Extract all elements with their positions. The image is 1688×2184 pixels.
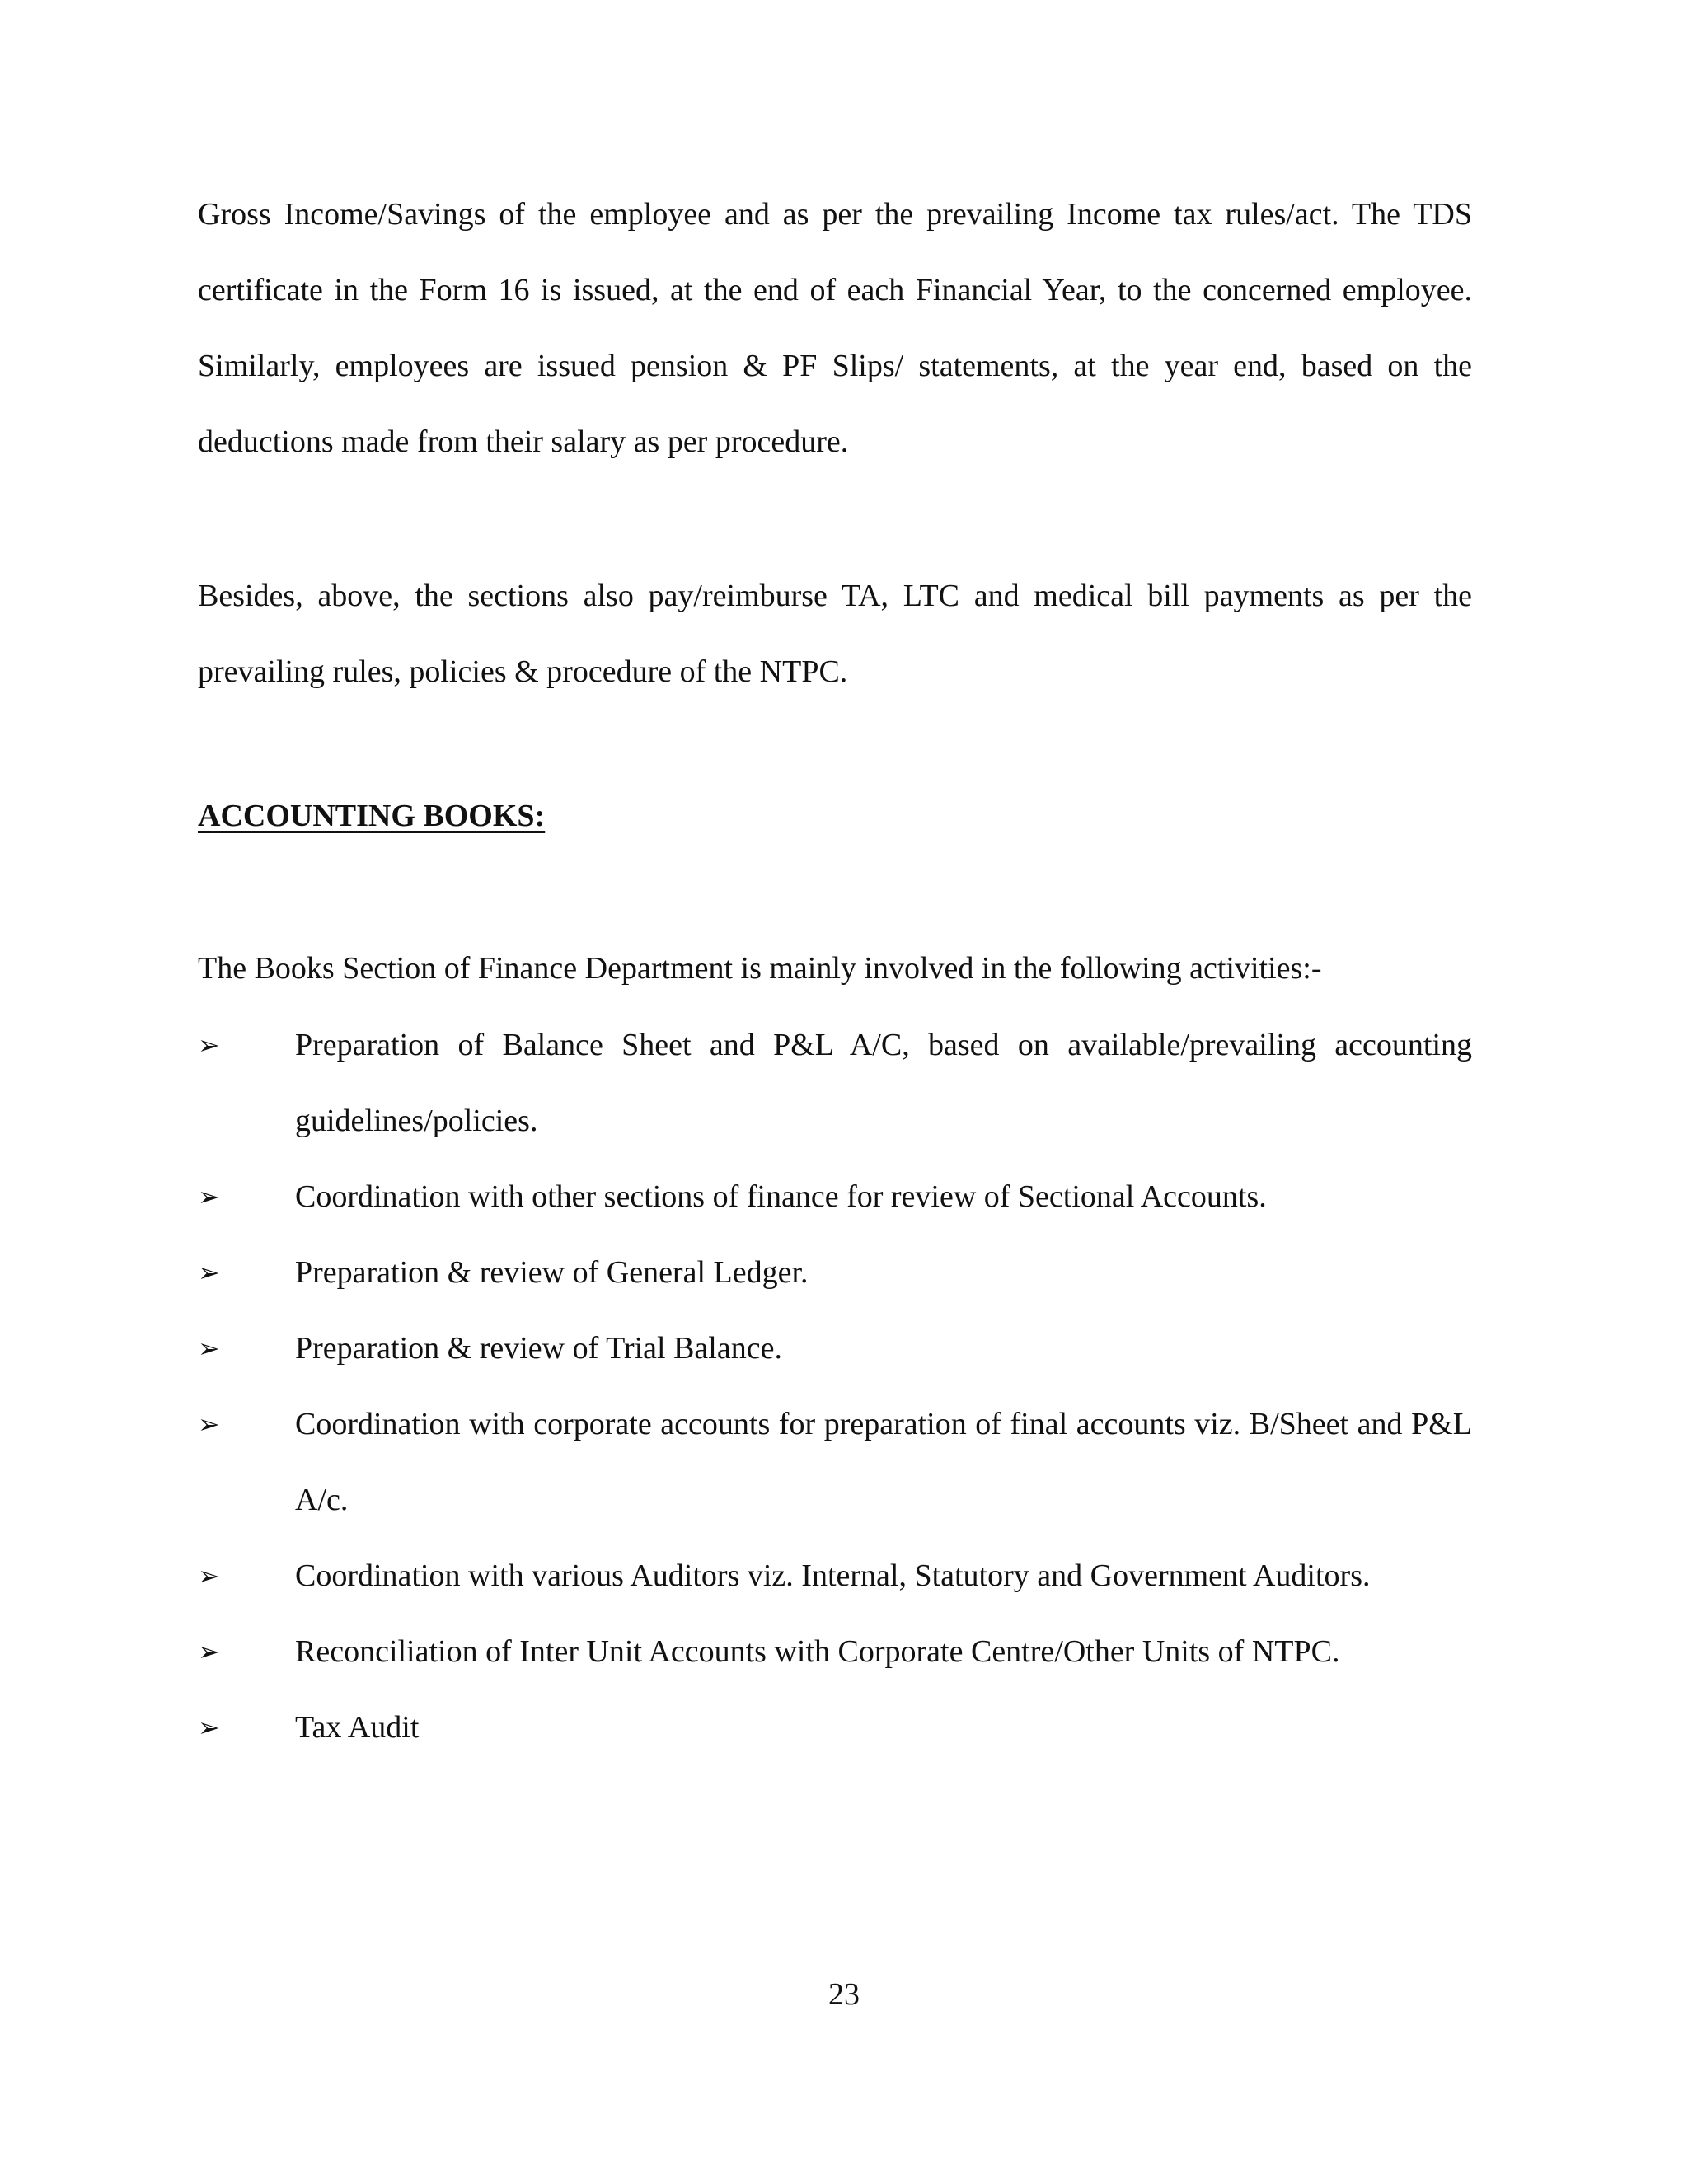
list-item-text: Coordination with corporate accounts for preparation of final accounts viz. B/Sheet and P&L A/c. bbox=[295, 1407, 1472, 1517]
list-item bbox=[198, 1007, 1472, 1159]
section-intro: The Books Section of Finance Department is mainly involved in the following activities:- bbox=[198, 951, 1322, 986]
list-item-text: Preparation & review of General Ledger. bbox=[295, 1255, 809, 1290]
list-item-text: Preparation of Balance Sheet and P&L A/C, based on available/prevailing accounting guidelines/policies. bbox=[295, 1028, 1472, 1138]
paragraph-reimbursements: Besides, above, the sections also pay/reimburse TA, LTC and medical bill payments as per the prevailing rules, policies & procedure of the NTPC. bbox=[198, 579, 1472, 689]
list-item bbox=[198, 1690, 1472, 1765]
list-item-text: Coordination with other sections of finance for review of Sectional Accounts. bbox=[295, 1179, 1267, 1214]
paragraph-tds: Gross Income/Savings of the employee and as per the prevailing Income tax rules/act. The TDS certificate in the Form 16 is issued, at the end of each Financial Year, to the concerned employee. Similarly, employees are issued pension & PF Slips/ statements, at the year end, based on the deductions made from their salary as per procedure. bbox=[198, 197, 1472, 459]
arrow-bullet-icon: ➢ bbox=[198, 1181, 220, 1212]
activities-list bbox=[198, 1007, 1472, 1765]
arrow-bullet-icon: ➢ bbox=[198, 1408, 220, 1440]
list-item bbox=[198, 1538, 1472, 1614]
arrow-bullet-icon: ➢ bbox=[198, 1636, 220, 1667]
arrow-bullet-icon: ➢ bbox=[198, 1257, 220, 1288]
list-item bbox=[198, 1235, 1472, 1310]
list-item bbox=[198, 1614, 1472, 1690]
page-number: 23 bbox=[828, 1977, 860, 2012]
list-item-text: Preparation & review of Trial Balance. bbox=[295, 1331, 782, 1366]
arrow-bullet-icon: ➢ bbox=[198, 1712, 220, 1743]
list-item bbox=[198, 1386, 1472, 1538]
list-item-text: Tax Audit bbox=[295, 1710, 420, 1745]
list-item-text: Reconciliation of Inter Unit Accounts with Corporate Centre/Other Units of NTPC. bbox=[295, 1634, 1340, 1669]
list-item bbox=[198, 1310, 1472, 1386]
arrow-bullet-icon: ➢ bbox=[198, 1560, 220, 1591]
list-item bbox=[198, 1159, 1472, 1235]
section-heading: ACCOUNTING BOOKS: bbox=[198, 799, 546, 833]
arrow-bullet-icon: ➢ bbox=[198, 1333, 220, 1364]
list-item-text: Coordination with various Auditors viz. Internal, Statutory and Government Auditors. bbox=[295, 1558, 1371, 1593]
arrow-bullet-icon: ➢ bbox=[198, 1029, 220, 1061]
